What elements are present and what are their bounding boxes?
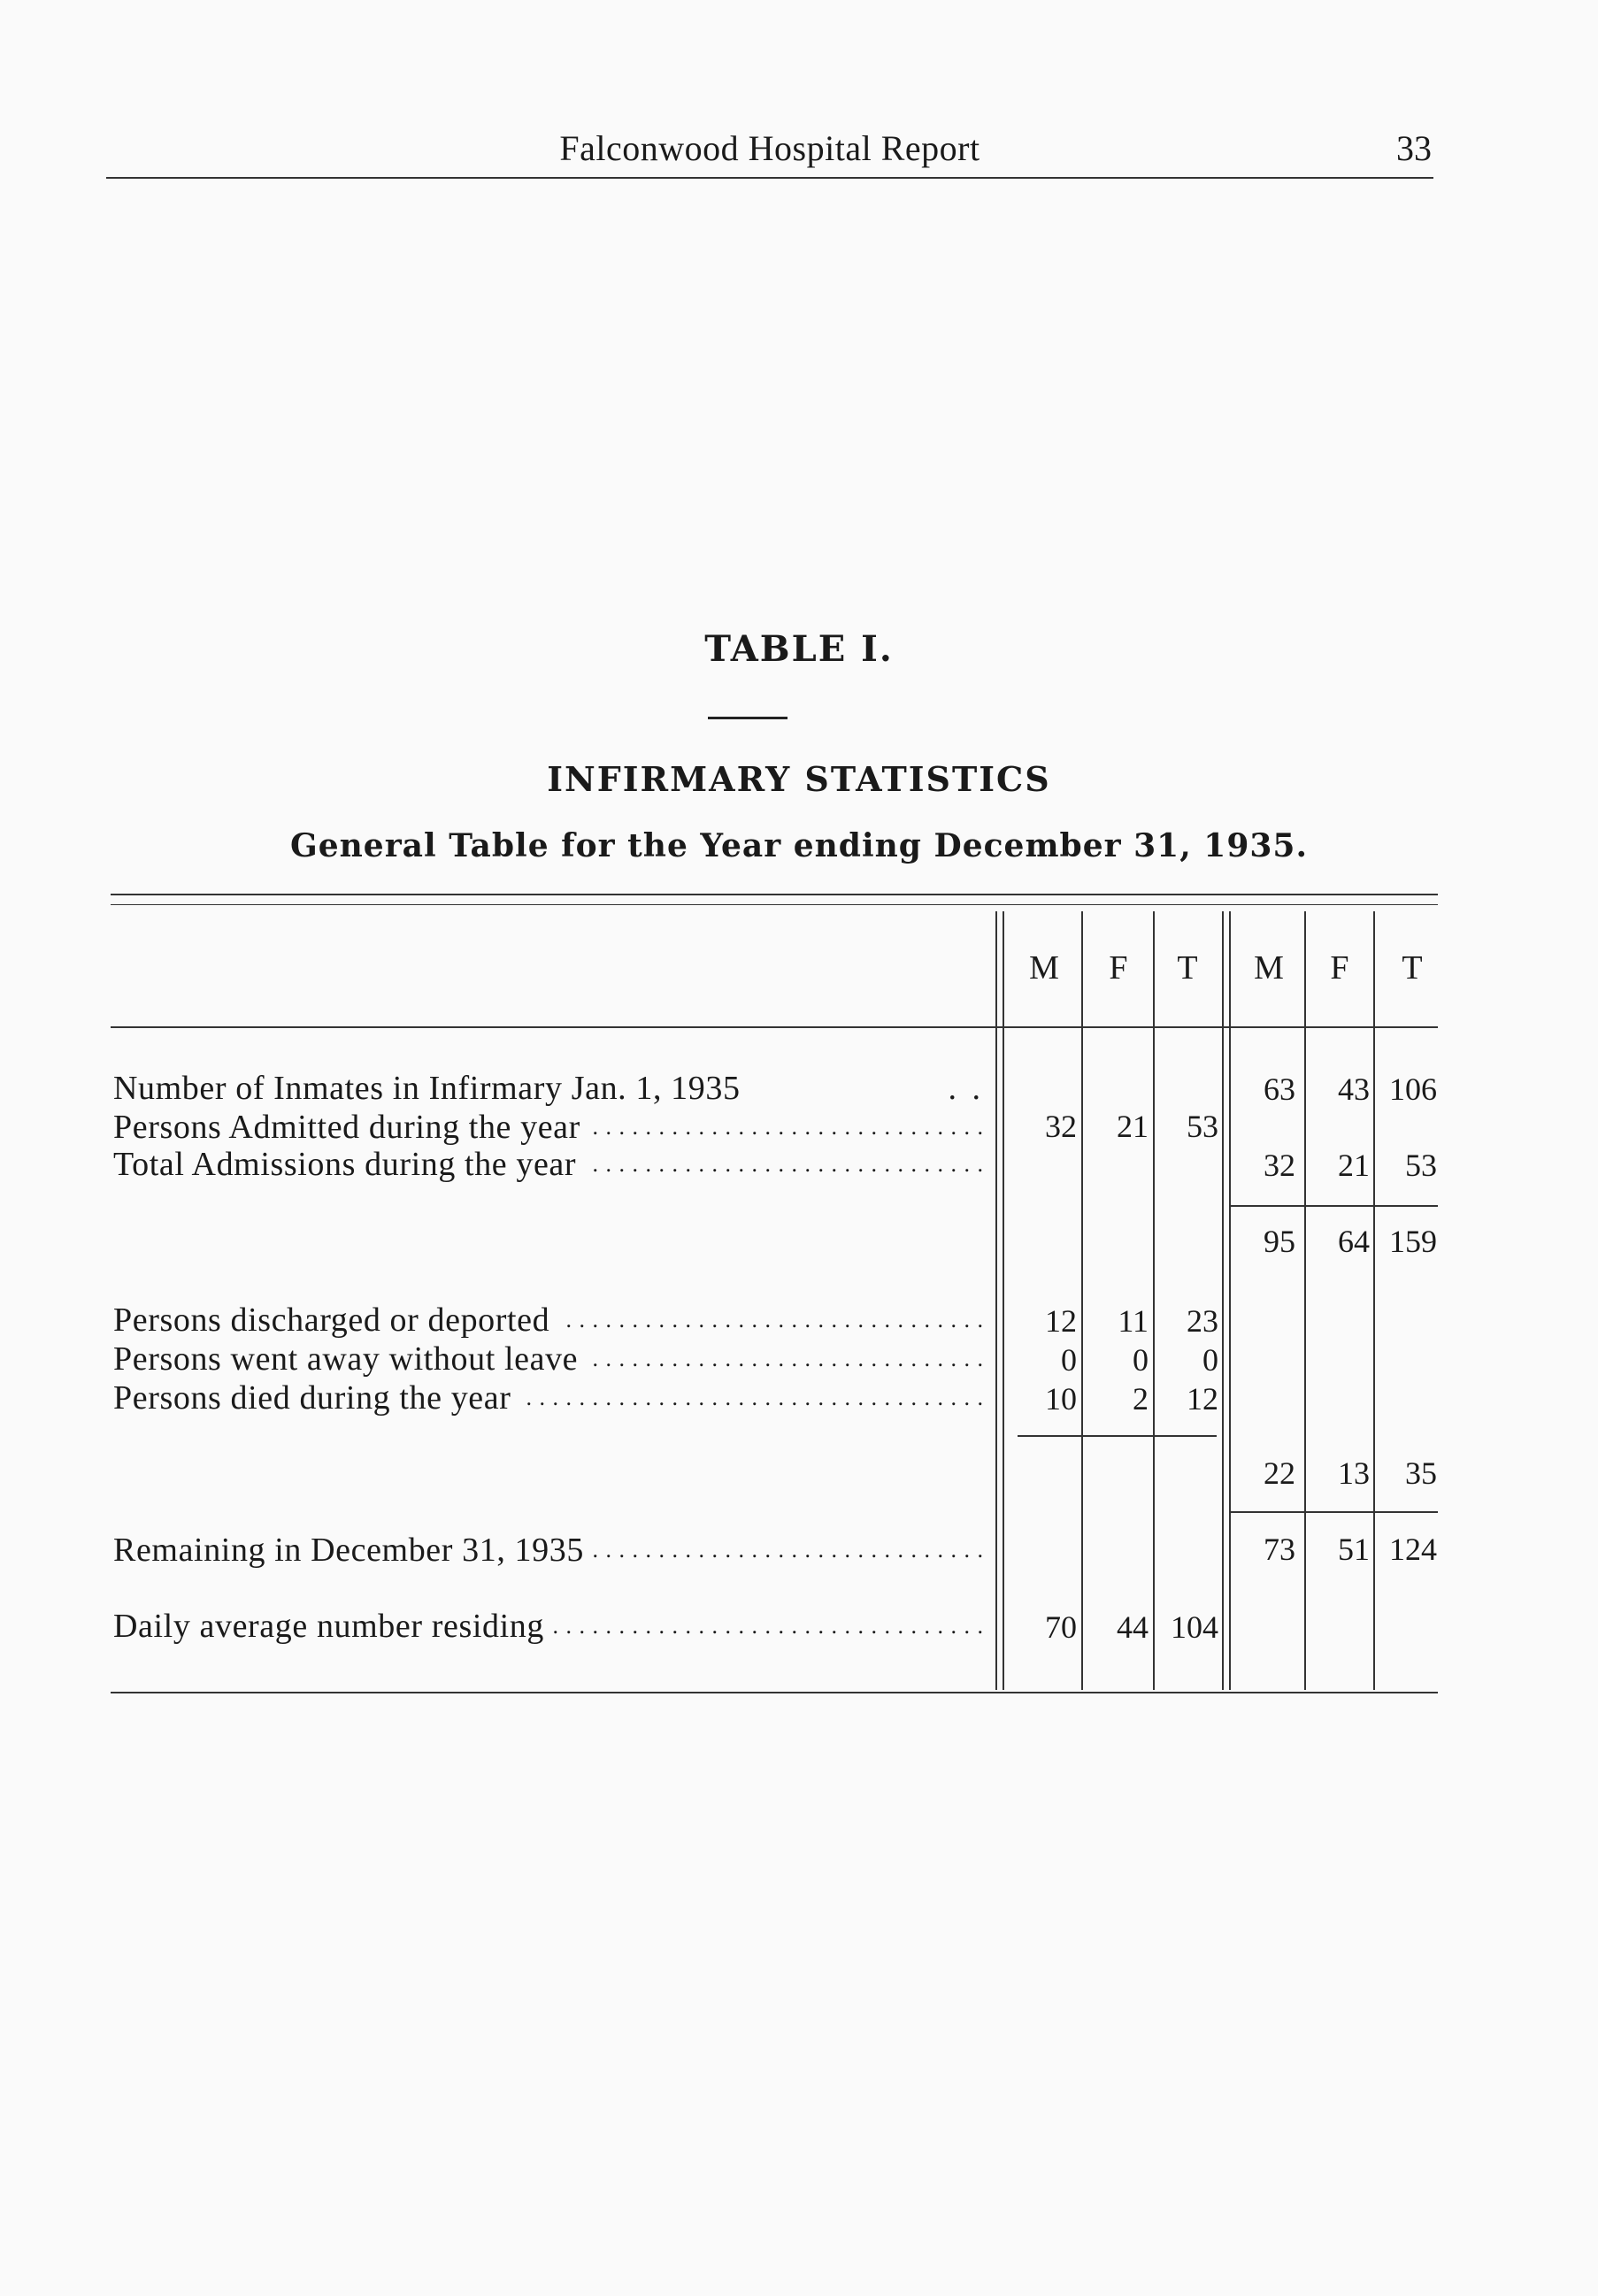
row-label: Persons went away without leave . . . <box>113 1340 989 1378</box>
table-cell: 13 <box>1338 1455 1370 1491</box>
column-header-f: F <box>1109 949 1128 987</box>
table-cell: 106 <box>1389 1071 1437 1107</box>
column-header-t: T <box>1402 949 1423 987</box>
header-bottom-rule <box>111 1026 1438 1028</box>
row-label: Total Admissions during the year . . . <box>113 1145 989 1184</box>
row-label: Persons Admitted during the year . . . <box>113 1108 989 1147</box>
table-cell: 159 <box>1389 1224 1437 1259</box>
column-header-t: T <box>1177 949 1198 987</box>
table-cell: 32 <box>1264 1148 1295 1183</box>
row-label: Persons died during the year . . . <box>113 1378 989 1417</box>
section-title: INFIRMARY STATISTICS <box>547 759 1051 799</box>
column-header-f: F <box>1330 949 1349 987</box>
column-rule <box>1153 911 1155 1690</box>
table-cell: 43 <box>1338 1071 1370 1107</box>
table-top-rule-inner <box>111 904 1438 905</box>
column-rule <box>1081 911 1083 1690</box>
table-cell: 12 <box>1187 1381 1218 1417</box>
table-cell: 53 <box>1405 1148 1437 1183</box>
row-label: Number of Inmates in Infirmary Jan. 1, 1935 . . <box>113 1069 989 1108</box>
table-label: TABLE I. <box>704 628 894 670</box>
table-cell: 51 <box>1338 1532 1370 1567</box>
subtotal-rule <box>1230 1205 1438 1207</box>
running-header <box>106 124 1433 179</box>
table-cell: 73 <box>1264 1532 1295 1567</box>
column-rule <box>1222 911 1224 1690</box>
table-cell: 11 <box>1118 1303 1149 1339</box>
running-title: Falconwood Hospital Report <box>559 128 980 168</box>
table-cell: 22 <box>1264 1455 1295 1491</box>
table-bottom-rule <box>111 1692 1438 1693</box>
table-cell: 70 <box>1045 1609 1077 1645</box>
table-cell: 0 <box>1133 1342 1149 1378</box>
table-top-rule <box>111 894 1438 895</box>
table-cell: 104 <box>1171 1609 1218 1645</box>
row-label: Remaining in December 31, 1935 . . . <box>113 1531 989 1570</box>
table-cell: 21 <box>1338 1148 1370 1183</box>
table-cell: 53 <box>1187 1109 1218 1144</box>
table-cell: 0 <box>1061 1342 1077 1378</box>
table-cell: 32 <box>1045 1109 1077 1144</box>
subtotal-rule <box>1018 1435 1217 1437</box>
table-cell: 35 <box>1405 1455 1437 1491</box>
table-cell: 63 <box>1264 1071 1295 1107</box>
column-header-m: M <box>1029 949 1059 987</box>
table-cell: 44 <box>1117 1609 1149 1645</box>
column-rule <box>1373 911 1375 1690</box>
row-label: Daily average number residing . . . <box>113 1607 989 1646</box>
column-header-m: M <box>1254 949 1284 987</box>
row-label: Persons discharged or deported . . . <box>113 1301 989 1340</box>
column-rule <box>995 911 997 1690</box>
table-cell: 10 <box>1045 1381 1077 1417</box>
table-cell: 64 <box>1338 1224 1370 1259</box>
table-cell: 21 <box>1117 1109 1149 1144</box>
table-subtitle: General Table for the Year ending December 31, 1935. <box>289 827 1309 864</box>
table-cell: 2 <box>1133 1381 1149 1417</box>
column-rule <box>1304 911 1306 1690</box>
table-cell: 0 <box>1202 1342 1218 1378</box>
table-cell: 23 <box>1187 1303 1218 1339</box>
column-rule <box>1229 911 1231 1690</box>
page-number: 33 <box>1396 128 1432 168</box>
table-cell: 124 <box>1389 1532 1437 1567</box>
decorative-rule <box>708 717 787 719</box>
table-cell: 95 <box>1264 1224 1295 1259</box>
subtotal-rule <box>1230 1511 1438 1513</box>
table-cell: 12 <box>1045 1303 1077 1339</box>
column-rule <box>1003 911 1004 1690</box>
